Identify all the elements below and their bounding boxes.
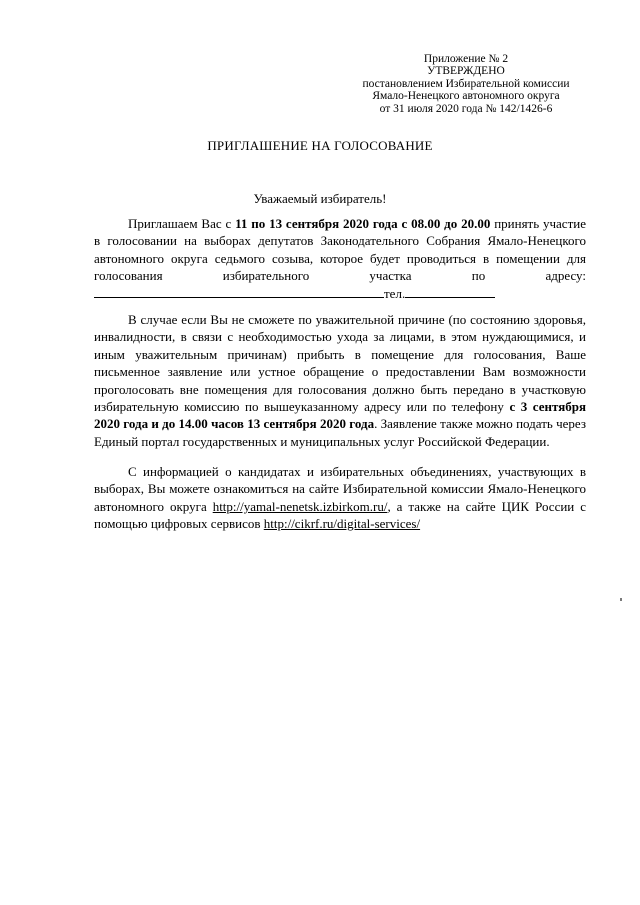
invitation-paragraph — [94, 215, 586, 302]
cikrf-digital-services-link[interactable]: http://cikrf.ru/digital-services/ — [263, 516, 421, 532]
address-blank-line — [94, 285, 384, 298]
approval-block — [352, 53, 580, 115]
approval-region: Ямало-Ненецкого автономного округа — [372, 90, 560, 103]
home-voting-text-end: . Заявление также можно подать через Единый портал государственных и муниципальных услуг Российской Федерации. — [94, 416, 586, 449]
application-period: с 3 сентября 2020 года и до 14.00 часов 13 сентября 2020 года — [94, 399, 586, 432]
approval-date: от 31 июля 2020 года № 142/1426-6 — [379, 102, 553, 115]
info-paragraph — [94, 463, 586, 533]
phone-label: тел. — [384, 285, 406, 301]
voting-dates: 11 по 13 сентября 2020 года с 08.00 до 20.00 — [235, 216, 491, 231]
home-voting-paragraph — [94, 311, 586, 450]
phone-blank-line — [405, 285, 495, 298]
invitation-text-body: принять участие в голосовании на выборах депутатов Законодательного Собрания Ямало-Ненецкого автономного округа седьмого созыва, которое будет проводиться в помещении для голосования избирательного участка по адресу: — [94, 216, 586, 284]
home-voting-text-start: В случае если Вы не сможете по уважительной причине (по состоянию здоровья, инвалидности, в связи с необходимостью ухода за лицами, в этом нуждающимися, и иным уважительным причинам) прибыть в помещение для голосования, Ваше письменное заявление или устное обращение о предоставлении Вам возможности проголосовать вне помещения для голосования должно быть передано в участковую избирательную комиссию по вышеуказанному адресу или по телефону — [94, 312, 586, 415]
document-title: ПРИГЛАШЕНИЕ НА ГОЛОСОВАНИЕ — [207, 138, 433, 153]
yamal-izbirkom-link[interactable]: http://yamal-nenetsk.izbirkom.ru/ — [212, 498, 388, 514]
appendix-number: Приложение № 2 — [423, 53, 509, 65]
greeting: Уважаемый избиратель! — [253, 191, 387, 206]
info-text-start: С информацией о кандидатах и избирательных объединениях, участвующих в выборах, Вы можете ознакомиться на сайте Избирательной комиссии Ямало-Ненецкого автономного округа — [94, 464, 586, 514]
invitation-text-start: Приглашаем Вас с — [128, 216, 236, 231]
approved-label: УТВЕРЖДЕНО — [427, 65, 505, 78]
approval-authority: постановлением Избирательной комиссии — [362, 77, 570, 90]
scan-mark — [620, 598, 622, 601]
info-text-middle: , а также на сайте ЦИК России с помощью цифровых сервисов — [94, 498, 586, 532]
